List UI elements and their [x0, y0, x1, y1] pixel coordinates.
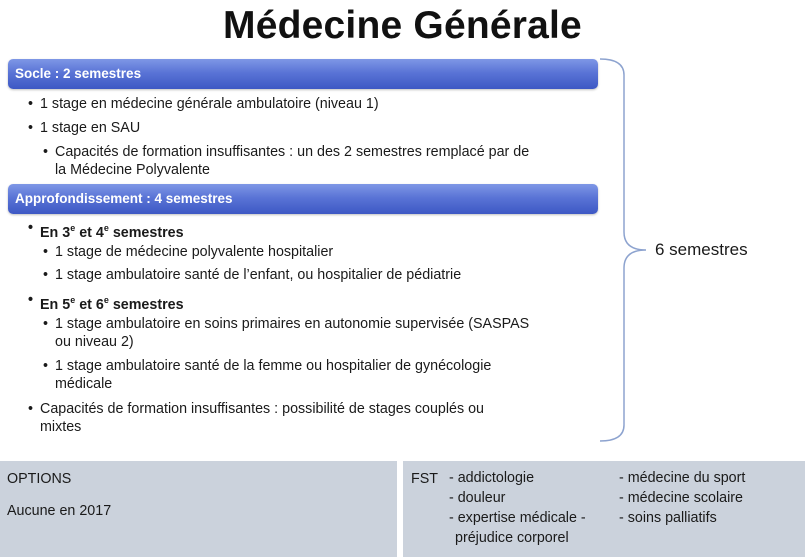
socle-item-2: [28, 119, 141, 137]
options-panel: [0, 461, 397, 557]
group2-item-1: [43, 315, 530, 351]
bullet-icon: •: [43, 316, 49, 332]
bullet-icon: •: [43, 358, 49, 374]
fst-item: - soins palliatifs: [619, 510, 717, 526]
fst-item: préjudice corporel: [455, 530, 569, 546]
bullet-icon: •: [43, 144, 49, 160]
final-item-line2: mixtes: [40, 419, 82, 435]
group1-item-1: [43, 243, 334, 261]
socle-subitem: [43, 143, 530, 179]
group2-prefix: En 5: [40, 296, 71, 313]
options-label: OPTIONS: [7, 471, 72, 487]
fst-item: - expertise médicale -: [449, 510, 586, 526]
group2-sup1: e: [70, 295, 76, 305]
fst-panel: [403, 461, 805, 557]
socle-subitem-line1: Capacités de formation insuffisantes : un des 2 semestres remplacé par de: [55, 144, 530, 160]
group2-item-2: [43, 357, 492, 393]
curly-brace-icon: [598, 57, 650, 443]
group1-item-2: [43, 266, 462, 284]
bullet-icon: •: [28, 96, 34, 112]
group1-heading: [28, 219, 184, 242]
fst-item: - douleur: [449, 490, 506, 506]
socle-item-1-text: 1 stage en médecine générale ambulatoire (niveau 1): [40, 96, 379, 112]
socle-header-bar: Socle : 2 semestres: [8, 59, 598, 89]
socle-item-1: [28, 95, 379, 113]
group1-item-2-text: 1 stage ambulatoire santé de l’enfant, ou hospitalier de pédiatrie: [55, 267, 462, 283]
group1-item-1-text: 1 stage de médecine polyvalente hospitalier: [55, 244, 334, 260]
bullet-icon: •: [28, 220, 34, 236]
page-title: Médecine Générale: [223, 4, 582, 47]
fst-item: - médecine scolaire: [619, 490, 743, 506]
bullet-icon: •: [28, 120, 34, 136]
bullet-icon: •: [28, 401, 34, 417]
fst-column-1: [449, 468, 586, 548]
group2-item-1-line2: ou niveau 2): [55, 334, 134, 350]
bullet-icon: •: [43, 267, 49, 283]
socle-item-2-text: 1 stage en SAU: [40, 120, 141, 136]
group2-heading: [28, 291, 184, 314]
group2-item-2-line2: médicale: [55, 376, 113, 392]
group2-mid: et 6: [75, 296, 104, 313]
total-semesters-label: 6 semestres: [655, 240, 748, 259]
group2-item-1-line1: 1 stage ambulatoire en soins primaires en autonomie supervisée (SASPAS: [55, 316, 530, 332]
fst-item: - addictologie: [449, 470, 535, 486]
final-item-line1: Capacités de formation insuffisantes : possibilité de stages couplés ou: [40, 401, 484, 417]
group1-suffix: semestres: [108, 224, 184, 241]
fst-column-2: [619, 468, 745, 528]
socle-subitem-line2: la Médecine Polyvalente: [55, 162, 210, 178]
group2-sup2: e: [103, 295, 109, 305]
group1-sup2: e: [103, 223, 109, 233]
bullet-icon: •: [43, 244, 49, 260]
bullet-icon: •: [28, 292, 34, 308]
options-value: Aucune en 2017: [7, 503, 112, 519]
final-item: [28, 400, 484, 436]
group2-item-2-line1: 1 stage ambulatoire santé de la femme ou hospitalier de gynécologie: [55, 358, 492, 374]
group1-prefix: En 3: [40, 224, 71, 241]
group2-suffix: semestres: [108, 296, 184, 313]
group1-mid: et 4: [75, 224, 104, 241]
approfondissement-header-bar: Approfondissement : 4 semestres: [8, 184, 598, 214]
fst-item: - médecine du sport: [619, 470, 746, 486]
fst-label: FST: [411, 471, 439, 487]
group1-sup1: e: [70, 223, 76, 233]
